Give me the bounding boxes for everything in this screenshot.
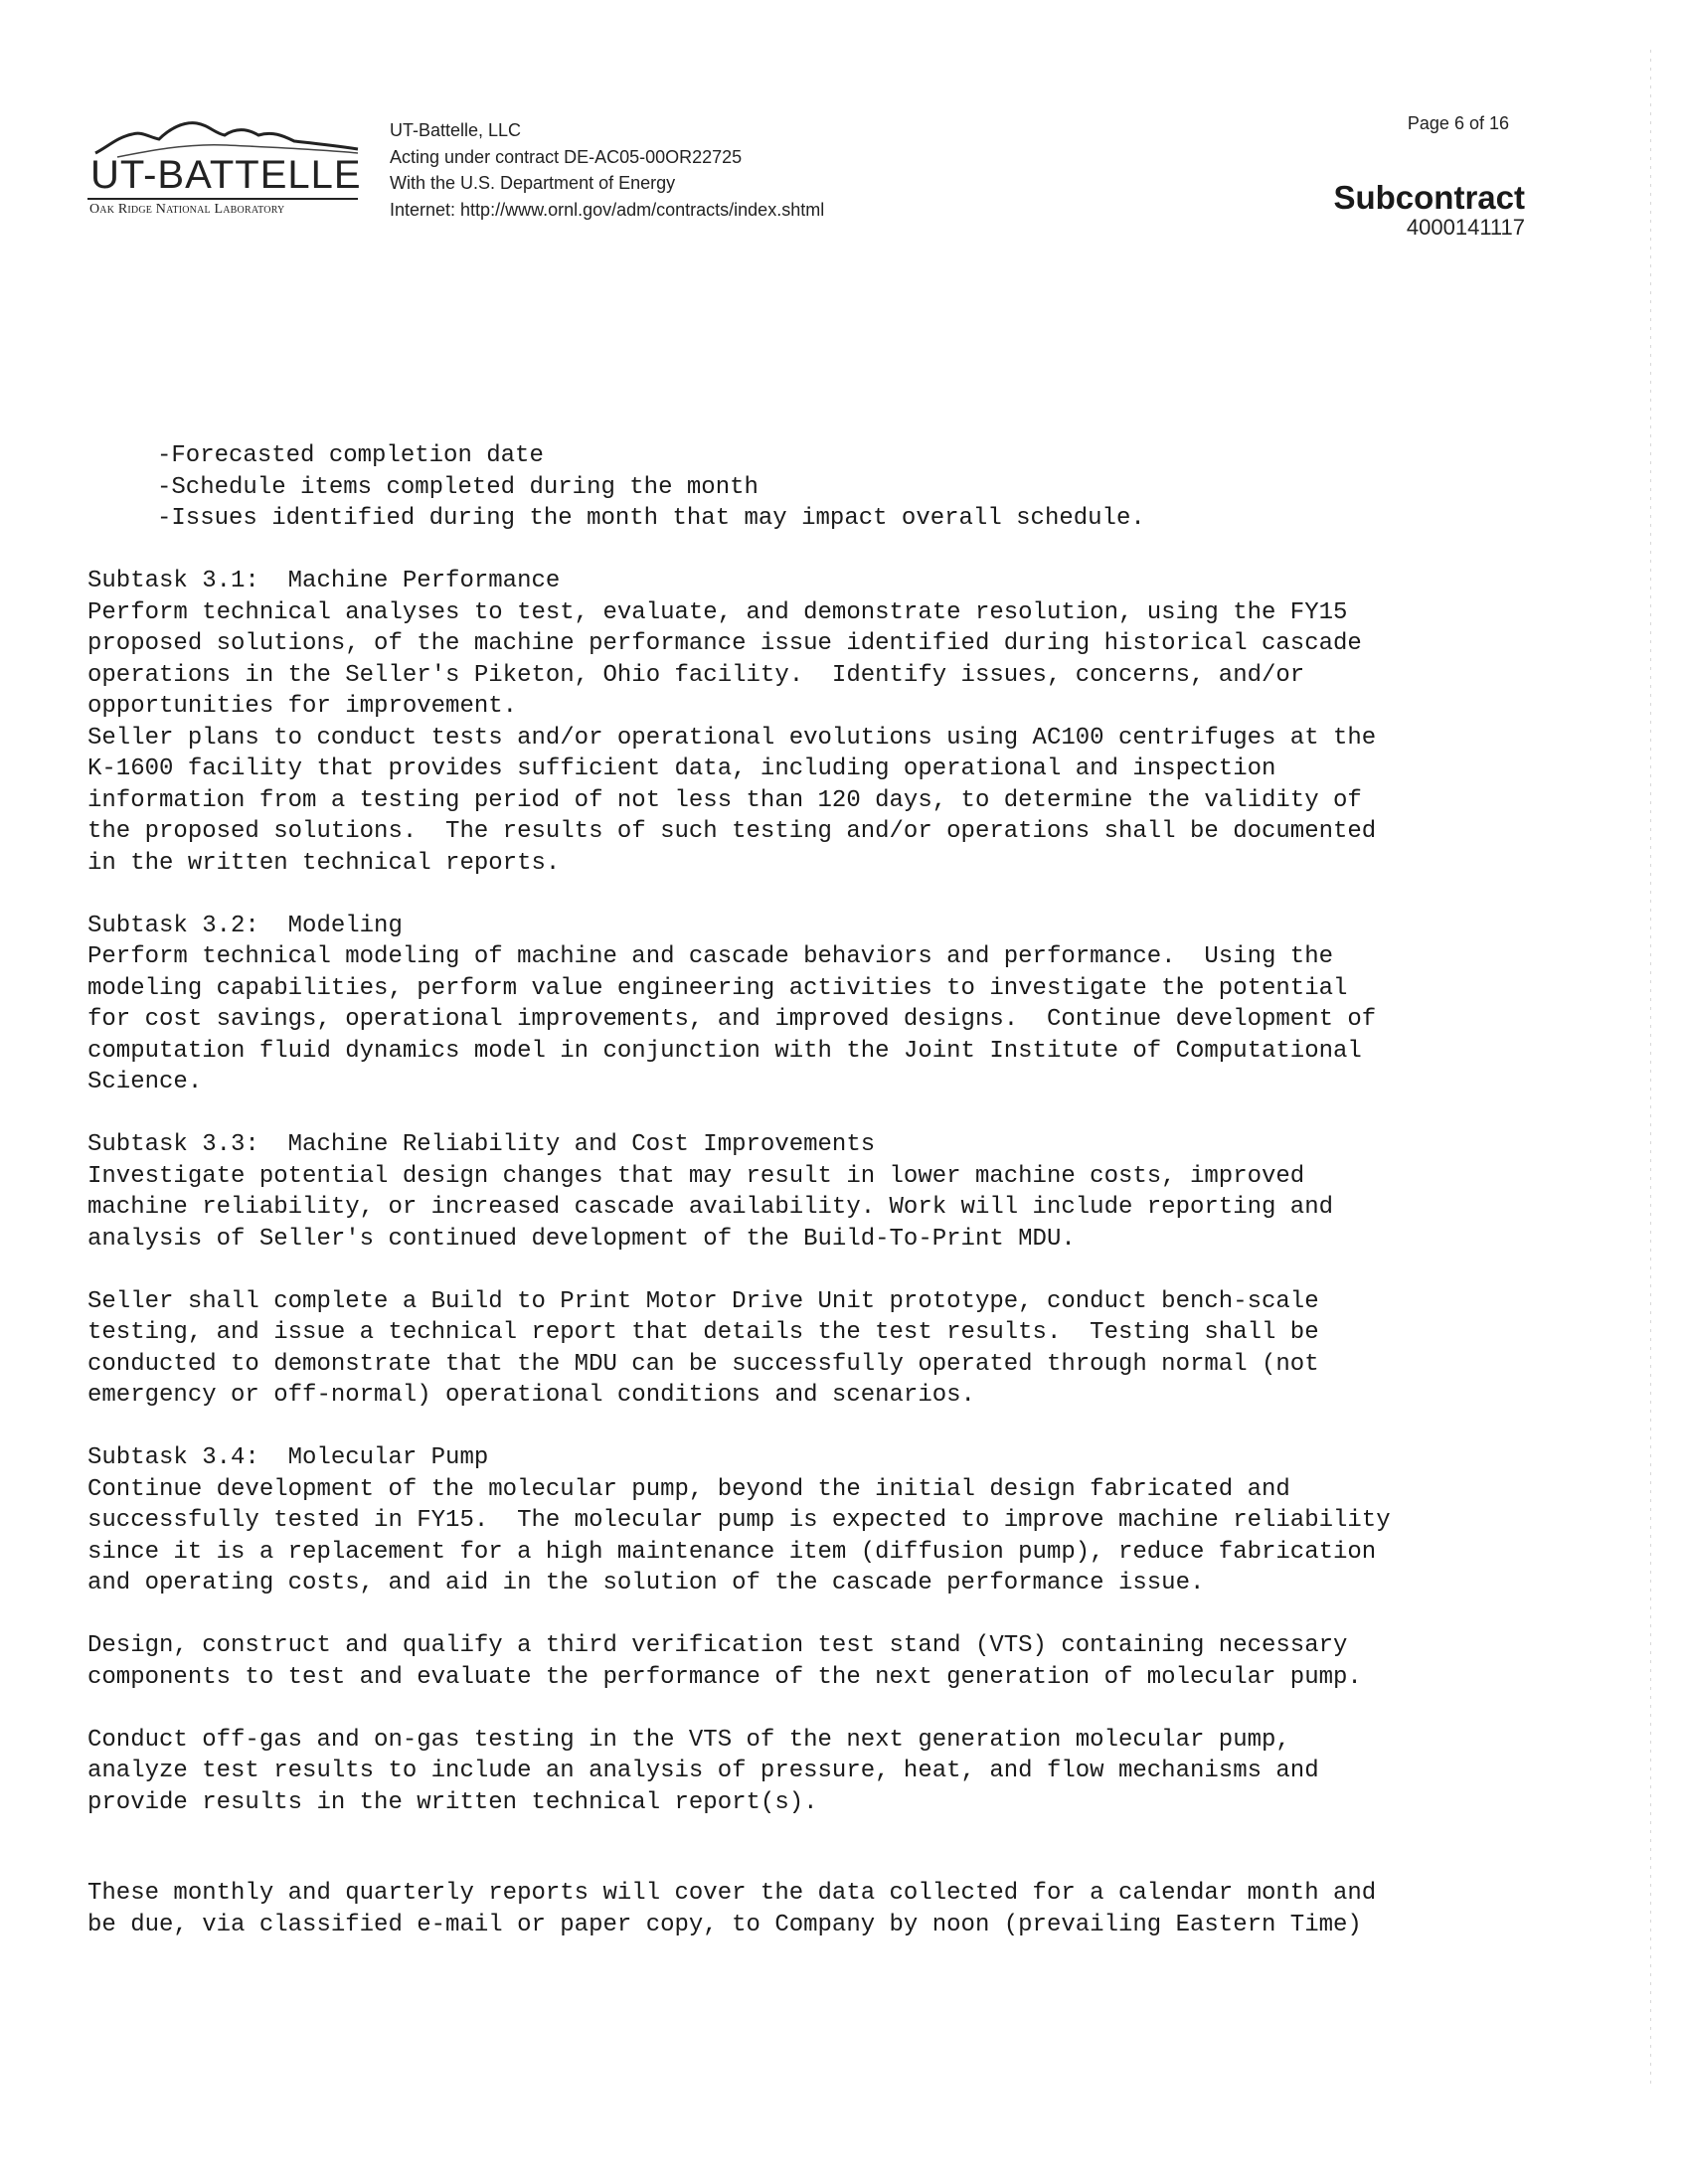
text-line: provide results in the written technical report(s).: [87, 1788, 818, 1816]
text-line: in the written technical reports.: [87, 849, 561, 877]
subtask-3-1-heading: Subtask 3.1: Machine Performance: [87, 568, 561, 594]
logo-wordmark: UT-BATTELLE: [90, 153, 362, 197]
text-line: Conduct off-gas and on-gas testing in the VTS of the next generation molecular pump,: [87, 1726, 1290, 1754]
document-type: Subcontract: [1333, 179, 1525, 216]
logo-rule: [87, 198, 358, 200]
text-line: K-1600 facility that provides sufficient data, including operational and inspection: [87, 756, 1276, 782]
text-line: the proposed solutions. The results of such testing and/or operations shall be documented: [87, 818, 1377, 845]
internet-line: Internet: http://www.ornl.gov/adm/contracts/index.shtml: [390, 199, 825, 220]
text-line: These monthly and quarterly reports will cover the data collected for a calendar month and: [87, 1880, 1377, 1907]
logo-subtitle: Oak Ridge National Laboratory: [89, 202, 285, 217]
text-line: Seller plans to conduct tests and/or operational evolutions using AC100 centrifuges at the: [87, 724, 1377, 752]
scan-edge: [1650, 50, 1651, 2088]
text-line: Science.: [87, 1069, 203, 1095]
contractor-info: [390, 117, 824, 223]
bullet-item: -Forecasted completion date: [157, 442, 544, 469]
text-line: machine reliability, or increased cascade availability. Work will include reporting and: [87, 1194, 1334, 1221]
text-line: emergency or off-normal) operational conditions and scenarios.: [87, 1382, 975, 1409]
text-line: information from a testing period of not less than 120 days, to determine the validity of: [87, 786, 1362, 814]
text-line: Perform technical analyses to test, evaluate, and demonstrate resolution, using the FY15: [87, 598, 1348, 626]
text-line: and operating costs, and aid in the solution of the cascade performance issue.: [87, 1570, 1205, 1596]
text-line: computation fluid dynamics model in conjunction with the Joint Institute of Computational: [87, 1037, 1362, 1065]
text-line: operations in the Seller's Piketon, Ohio facility. Identify issues, concerns, and/or: [87, 661, 1305, 689]
company-logo: [87, 117, 366, 217]
subtask-3-3-heading: Subtask 3.3: Machine Reliability and Cost Improvements: [87, 1131, 876, 1158]
text-line: Investigate potential design changes that may result in lower machine costs, improved: [87, 1162, 1305, 1190]
text-line: Seller shall complete a Build to Print Motor Drive Unit prototype, conduct bench-scale: [87, 1287, 1319, 1315]
subcontract-number: 4000141117: [1406, 215, 1525, 240]
subtask-3-2-heading: Subtask 3.2: Modeling: [87, 912, 403, 939]
contract-number-line: Acting under contract DE-AC05-00OR22725: [390, 146, 743, 167]
text-line: opportunities for improvement.: [87, 693, 518, 720]
text-line: components to test and evaluate the performance of the next generation of molecular pump.: [87, 1663, 1362, 1691]
text-line: for cost savings, operational improvements, and improved designs. Continue development of: [87, 1006, 1377, 1033]
text-line: proposed solutions, of the machine performance issue identified during historical cascade: [87, 630, 1362, 657]
bullet-item: -Issues identified during the month that may impact overall schedule.: [157, 505, 1145, 532]
text-line: modeling capabilities, perform value engineering activities to investigate the potential: [87, 974, 1348, 1002]
text-line: conducted to demonstrate that the MDU can be successfully operated through normal (not: [87, 1350, 1319, 1378]
text-line: since it is a replacement for a high maintenance item (diffusion pump), reduce fabrication: [87, 1538, 1377, 1566]
text-line: testing, and issue a technical report that details the test results. Testing shall be: [87, 1319, 1319, 1346]
text-line: Design, construct and qualify a third verification test stand (VTS) containing necessary: [87, 1632, 1348, 1659]
subtask-3-4-heading: Subtask 3.4: Molecular Pump: [87, 1444, 489, 1471]
contractor-name: UT-Battelle, LLC: [390, 120, 522, 140]
text-line: Perform technical modeling of machine and cascade behaviors and performance. Using the: [87, 943, 1334, 970]
text-line: successfully tested in FY15. The molecular pump is expected to improve machine reliability: [87, 1507, 1391, 1534]
text-line: analysis of Seller's continued development of the Build-To-Print MDU.: [87, 1225, 1076, 1253]
document-body: [87, 440, 1529, 1940]
text-line: Continue development of the molecular pump, beyond the initial design fabricated and: [87, 1475, 1290, 1503]
page-number: Page 6 of 16: [1407, 113, 1509, 133]
department-line: With the U.S. Department of Energy: [390, 173, 676, 193]
text-line: be due, via classified e-mail or paper copy, to Company by noon (prevailing Eastern Time): [87, 1911, 1362, 1938]
text-line: analyze test results to include an analysis of pressure, heat, and flow mechanisms and: [87, 1758, 1319, 1784]
bullet-item: -Schedule items completed during the month: [157, 473, 759, 501]
